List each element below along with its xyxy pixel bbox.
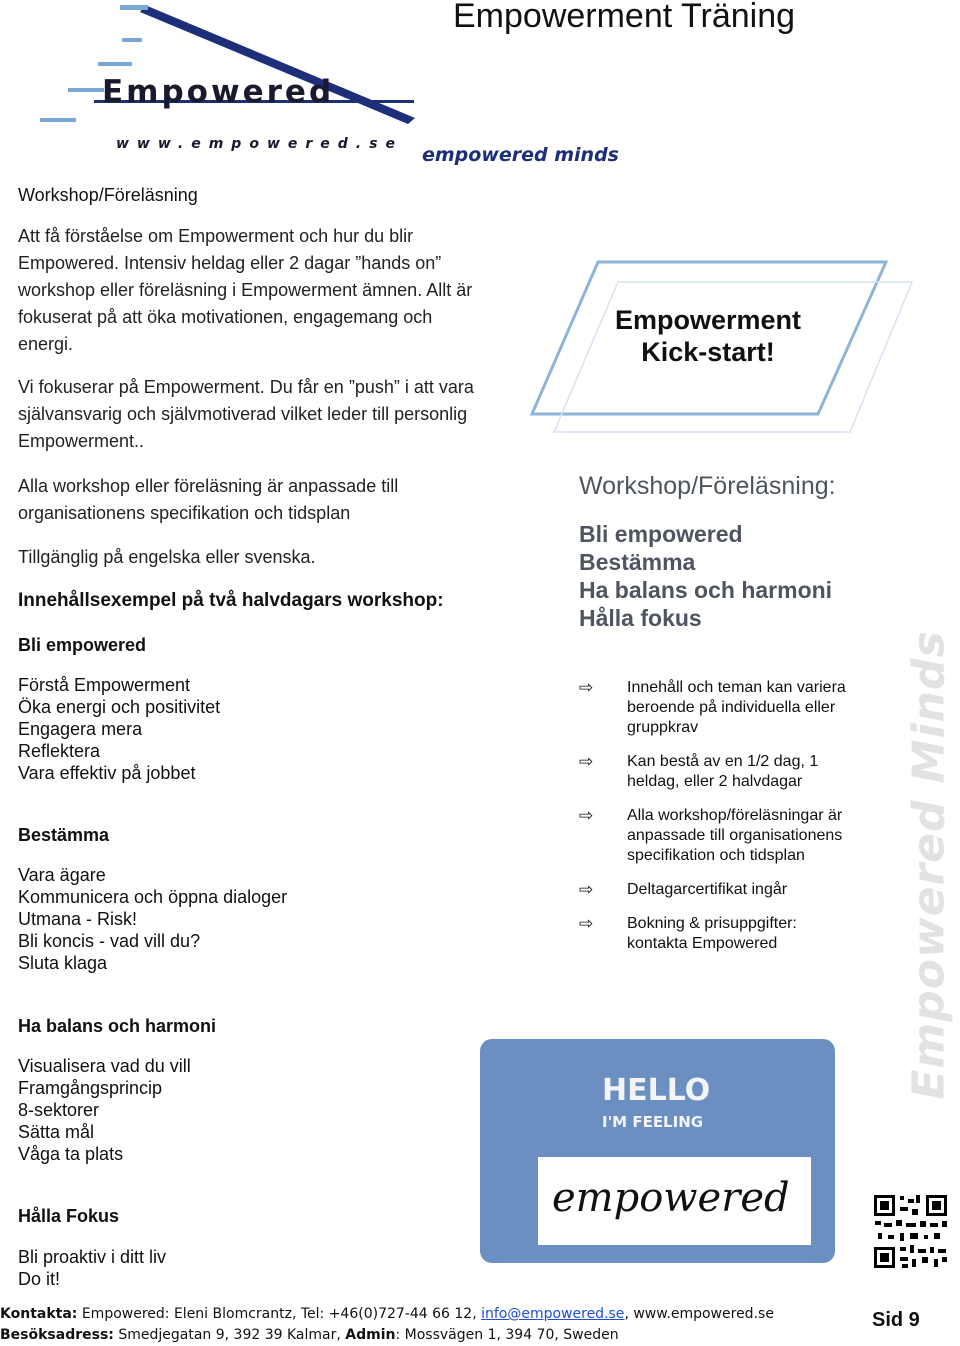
- qr-code-graphic: [872, 1193, 949, 1270]
- adapt-paragraph: [18, 473, 538, 527]
- logo-wordmark: Empowered: [102, 74, 335, 110]
- badge-feeling: I'M FEELING: [602, 1113, 704, 1131]
- section-title: Bestämma: [18, 825, 110, 845]
- list-item: Do it!: [18, 1269, 61, 1289]
- content-heading: Innehållsexempel på två halvdagars workshop:: [18, 590, 444, 611]
- logo: [30, 0, 430, 160]
- intro-line: fokuserat på att öka motivationen, engagemang och: [18, 307, 433, 327]
- qr-code: [872, 1193, 949, 1270]
- topic-item: Bli empowered: [579, 521, 743, 547]
- bullet-line: gruppkrav: [627, 719, 699, 736]
- section-title: Hålla Fokus: [18, 1206, 120, 1226]
- list-item: [579, 880, 899, 900]
- list-item: Förstå Empowerment: [18, 675, 191, 695]
- kickstart-line: Empowerment: [614, 305, 802, 335]
- footer-admin-text: : Mossvägen 1, 394 70, Sweden: [395, 1327, 619, 1343]
- footer-line-address: [0, 1325, 860, 1346]
- arrow-icon: ⇨: [579, 752, 594, 772]
- section-list: [18, 1055, 191, 1165]
- bullet-line: Alla workshop/föreläsningar är: [627, 807, 843, 824]
- vertical-brand-label: Empowered Minds: [903, 630, 955, 1100]
- list-item: [579, 752, 899, 792]
- logo-swoosh-graphic: [30, 0, 430, 130]
- footer-contact-label: Kontakta:: [0, 1306, 78, 1322]
- footer-admin-label: Admin: [345, 1327, 396, 1343]
- languages-note: Tillgänglig på engelska eller svenska.: [18, 547, 316, 567]
- section-title: Ha balans och harmoni: [18, 1016, 217, 1036]
- kickstart-text: [578, 304, 838, 368]
- bullet-line: beroende på individuella eller: [627, 699, 836, 716]
- focus-line: självansvarig och självmotiverad vilket leder till personlig: [18, 404, 468, 424]
- focus-line: Empowerment..: [18, 431, 145, 451]
- list-item: Våga ta plats: [18, 1144, 124, 1164]
- logo-url: www.empowered.se: [116, 136, 403, 152]
- vertical-brand-text: [903, 630, 955, 1100]
- section-list: [18, 674, 220, 784]
- list-item: 8-sektorer: [18, 1100, 100, 1120]
- footer-line-contact: [0, 1304, 860, 1325]
- list-item: Reflektera: [18, 741, 101, 761]
- intro-heading: Workshop/Föreläsning: [18, 185, 198, 205]
- bullet-line: kontakta Empowered: [627, 935, 778, 952]
- list-item: Bli koncis - vad vill du?: [18, 931, 201, 951]
- list-item: Engagera mera: [18, 719, 143, 739]
- section-list: [18, 864, 287, 974]
- list-item: Visualisera vad du vill: [18, 1056, 191, 1076]
- arrow-icon: ⇨: [579, 914, 594, 934]
- email-link[interactable]: info@empowered.se: [481, 1306, 625, 1322]
- bullet-line: heldag, eller 2 halvdagar: [627, 773, 803, 790]
- list-item: Sätta mål: [18, 1122, 95, 1142]
- arrow-icon: ⇨: [579, 806, 594, 826]
- bullet-list: [579, 678, 899, 954]
- list-item: Sluta klaga: [18, 953, 108, 973]
- footer-address-label: Besöksadress:: [0, 1327, 114, 1343]
- intro-line: energi.: [18, 334, 74, 354]
- focus-paragraph: [18, 374, 538, 455]
- bullet-line: anpassade till organisationens: [627, 827, 843, 844]
- badge-hello: HELLO: [602, 1073, 711, 1108]
- topic-list: [579, 520, 832, 632]
- intro-line: Att få förståelse om Empowerment och hur du blir: [18, 226, 414, 246]
- page-title: Empowerment Träning: [453, 0, 796, 35]
- section-list: [18, 1246, 166, 1290]
- list-item: Vara effektiv på jobbet: [18, 763, 196, 783]
- list-item: Kommunicera och öppna dialoger: [18, 887, 288, 907]
- footer-contact-text: Empowered: Eleni Blomcrantz, Tel: +46(0)727-44 66 12,: [77, 1306, 482, 1322]
- list-item: Framgångsprincip: [18, 1078, 163, 1098]
- arrow-icon: ⇨: [579, 678, 594, 698]
- hello-badge: [480, 1039, 835, 1263]
- intro-line: workshop eller föreläsning i Empowerment ämnen. Allt är: [18, 280, 473, 300]
- tagline: empowered minds: [422, 144, 619, 166]
- bullet-line: Bokning & prisuppgifter:: [627, 915, 797, 932]
- adapt-line: Alla workshop eller föreläsning är anpassade till: [18, 476, 399, 496]
- list-item: [579, 914, 899, 954]
- badge-word: empowered: [552, 1175, 790, 1221]
- list-item: Vara ägare: [18, 865, 106, 885]
- list-item: Utmana - Risk!: [18, 909, 138, 929]
- adapt-line: organisationens specifikation och tidsplan: [18, 503, 351, 523]
- intro-line: Empowered. Intensiv heldag eller 2 dagar ”hands on”: [18, 253, 442, 273]
- topic-item: Ha balans och harmoni: [579, 577, 833, 603]
- bullet-line: Innehåll och teman kan variera: [627, 679, 846, 696]
- arrow-icon: ⇨: [579, 880, 594, 900]
- focus-line: Vi fokuserar på Empowerment. Du får en ”push” i att vara: [18, 377, 474, 397]
- topic-item: Hålla fokus: [579, 605, 702, 631]
- list-item: [579, 678, 899, 738]
- intro-paragraph: [18, 223, 538, 358]
- footer-contact: [0, 1304, 860, 1346]
- kickstart-line: Kick-start!: [641, 337, 775, 367]
- section-title: Bli empowered: [18, 635, 147, 655]
- list-item: Öka energi och positivitet: [18, 697, 221, 717]
- badge-white-panel: [538, 1157, 811, 1245]
- bullet-line: specifikation och tidsplan: [627, 847, 805, 864]
- list-item: Bli proaktiv i ditt liv: [18, 1247, 167, 1267]
- list-item: [579, 806, 899, 866]
- topic-item: Bestämma: [579, 549, 696, 575]
- footer-website: , www.empowered.se: [624, 1306, 774, 1322]
- right-heading: Workshop/Föreläsning:: [579, 472, 836, 500]
- bullet-line: Deltagarcertifikat ingår: [627, 881, 788, 898]
- footer-address-text: Smedjegatan 9, 392 39 Kalmar,: [113, 1327, 346, 1343]
- page-number: Sid 9: [872, 1309, 920, 1331]
- kickstart-frame: [528, 258, 918, 438]
- bullet-line: Kan bestå av en 1/2 dag, 1: [627, 753, 819, 770]
